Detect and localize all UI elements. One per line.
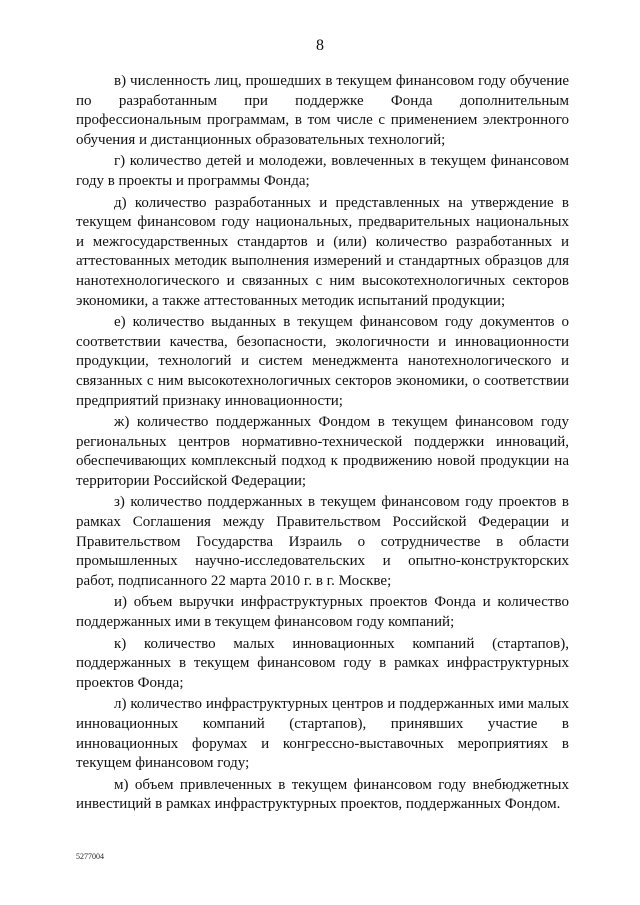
list-item-g: г) количество детей и молодежи, вовлеченных в текущем финансовом году в проекты и программы Фонда; xyxy=(76,153,569,189)
list-item-d: д) количество разработанных и представленных на утверждение в текущем финансовом году национальных, предварительных национальных и межгосударственных стандартов и (или) количество разработанных и аттестованных методик выполнения измерений и стандартных образцов для нанотехнологического и связанных с ним высокотехнологичных секторов экономики, а также аттестованных методик испытаний продукции; xyxy=(76,194,569,309)
page-number: 8 xyxy=(316,37,324,54)
list-item-e: е) количество выданных в текущем финансовом году документов о соответствии качества, безопасности, экологичности и инновационности продукции, технологий и систем менеджмента нанотехнологического и связанных с ним высокотехнологичных секторов экономики, о соответствии предприятий признаку инновационности; xyxy=(76,314,569,409)
document-body xyxy=(76,72,569,817)
list-item-v: в) численность лиц, прошедших в текущем финансовом году обучение по разработанным при поддержке Фонда дополнительным профессиональным программам, в том числе с применением электронного обучения и дистанционных образовательных технологий; xyxy=(76,73,569,148)
list-item-k: к) количество малых инновационных компаний (стартапов), поддержанных в текущем финансовом году в рамках инфраструктурных проектов Фонда; xyxy=(76,635,569,691)
list-item-z: з) количество поддержанных в текущем финансовом году проектов в рамках Соглашения между Правительством Российской Федерации и Правительством Государства Израиль о сотрудничестве в области промышленных научно-исследовательских и опытно-конструкторских работ, подписанного 22 марта 2010 г. в г. Москве; xyxy=(76,494,569,589)
document-code: 5277004 xyxy=(76,852,104,861)
list-item-l: л) количество инфраструктурных центров и поддержанных ими малых инновационных компаний (стартапов), принявших участие в инновационных форумах и конгрессно-выставочных мероприятиях в текущем финансовом году; xyxy=(76,696,569,772)
list-item-zh: ж) количество поддержанных Фондом в текущем финансовом году региональных центров нормативно-технической поддержки инноваций, обеспечивающих комплексный подход к продвижению новой продукции на территории Российской Федерации; xyxy=(76,414,569,489)
list-item-m: м) объем привлеченных в текущем финансовом году внебюджетных инвестиций в рамках инфраструктурных проектов, поддержанных Фондом. xyxy=(76,776,569,813)
list-item-i: и) объем выручки инфраструктурных проектов Фонда и количество поддержанных ими в текущем финансовом году компаний; xyxy=(76,594,569,631)
